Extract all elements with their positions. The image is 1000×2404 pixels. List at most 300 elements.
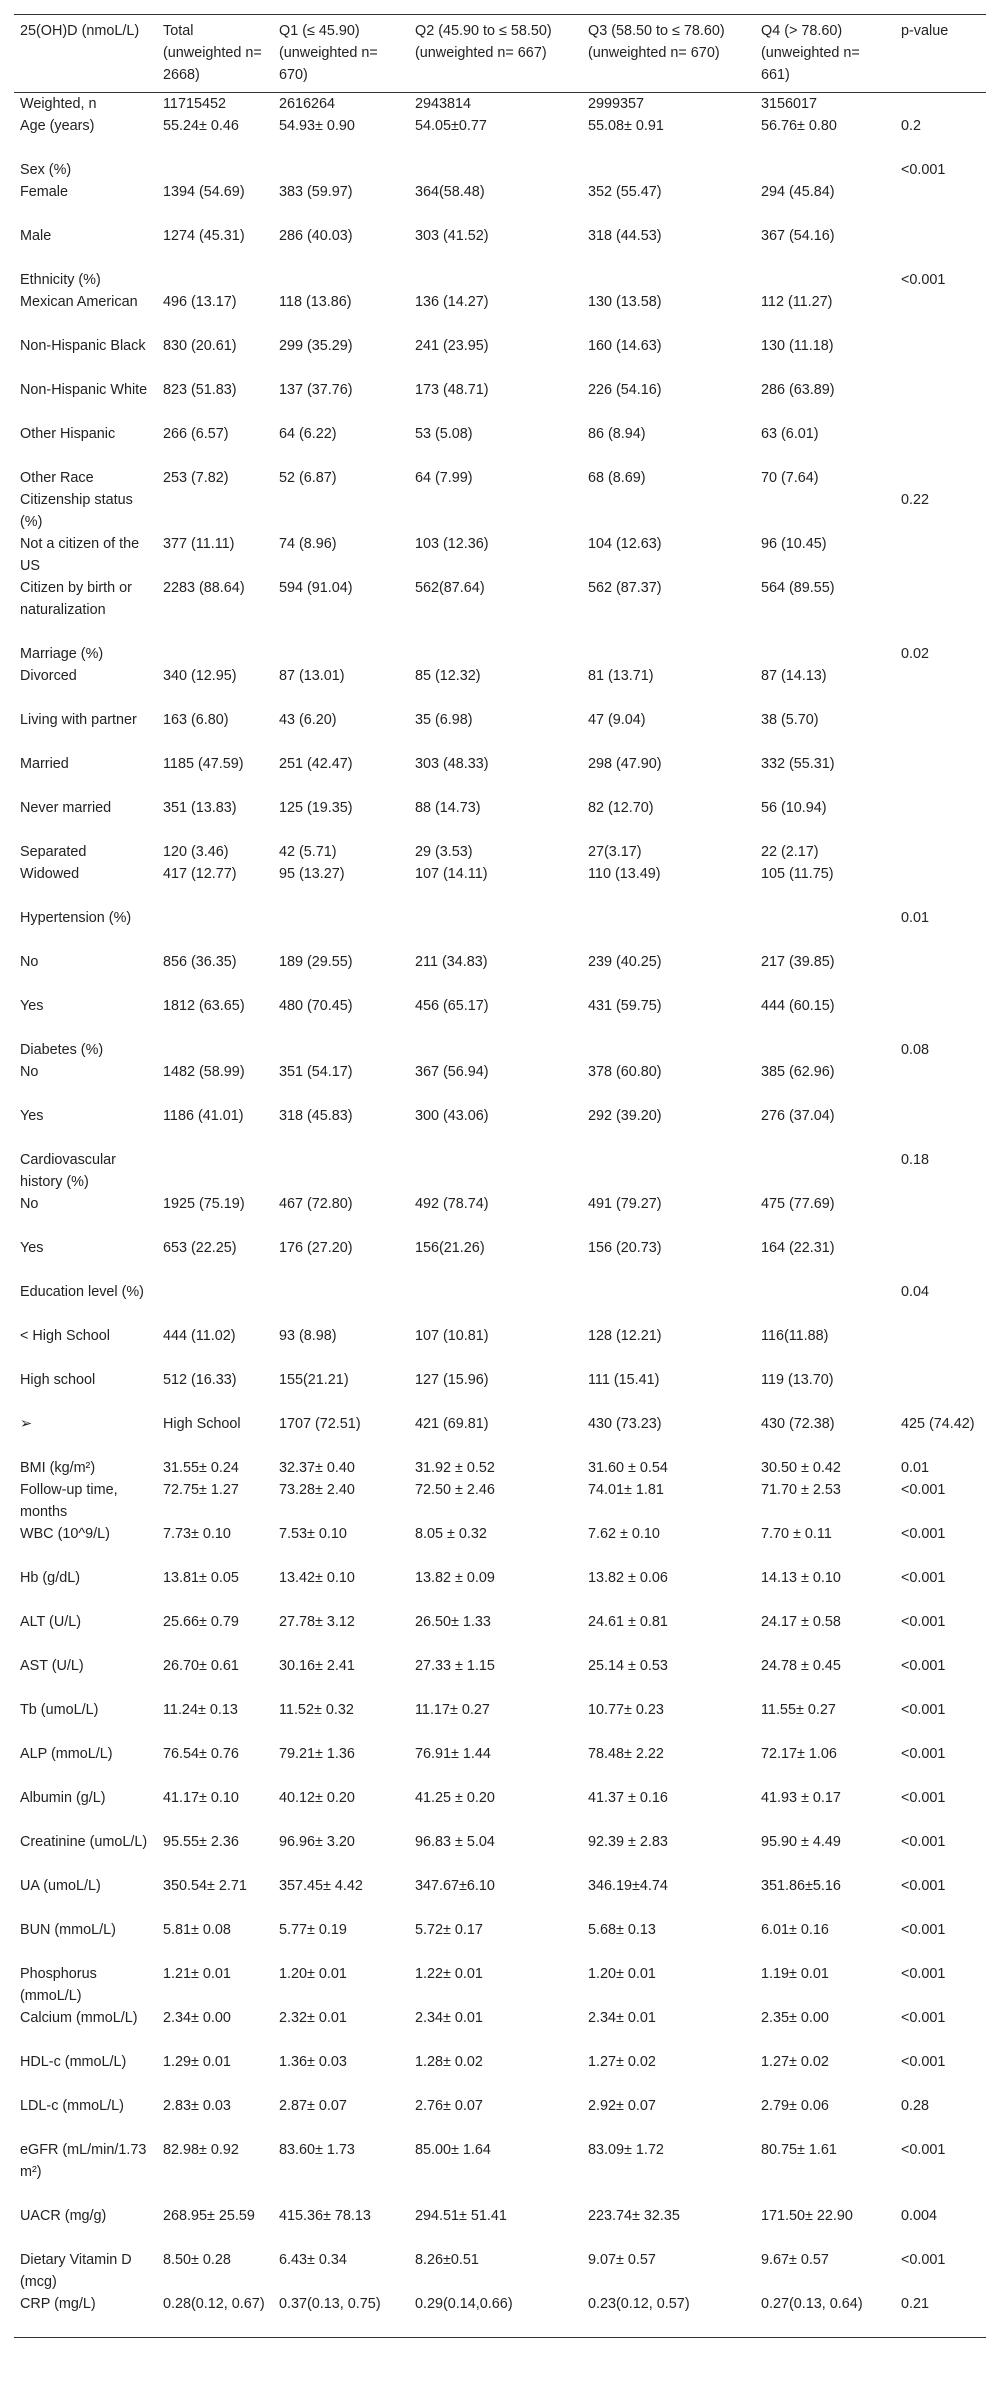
cell-q4: 351.86±5.16 bbox=[761, 1878, 841, 1894]
cell-p-value bbox=[895, 1061, 986, 1105]
cell-q2: 2943814 bbox=[415, 96, 472, 112]
cell-q1: 176 (27.20) bbox=[279, 1240, 353, 1256]
cell-variable: Tb (umoL/L) bbox=[20, 1702, 99, 1718]
cell-q4: 56.76± 0.80 bbox=[761, 118, 837, 134]
cell-q3: 104 (12.63) bbox=[588, 536, 662, 552]
cell-q1: 42 (5.71) bbox=[279, 844, 337, 860]
cell-total: 2.34± 0.00 bbox=[163, 2010, 231, 2026]
cell-p-value bbox=[895, 335, 986, 379]
cell-q1 bbox=[273, 1149, 409, 1193]
cell-q3: 562 (87.37) bbox=[588, 580, 662, 596]
table-row bbox=[14, 1105, 986, 1149]
cell-q3: 68 (8.69) bbox=[588, 470, 646, 486]
cell-q2: 0.29(0.14,0.66) bbox=[415, 2296, 513, 2312]
cell-q3: 10.77± 0.23 bbox=[588, 1702, 664, 1718]
cell-q4: 171.50± 22.90 bbox=[761, 2208, 853, 2224]
cell-p-value bbox=[895, 423, 986, 467]
cell-total: 253 (7.82) bbox=[163, 470, 229, 486]
cell-q4 bbox=[755, 1149, 895, 1193]
cell-total: 1812 (63.65) bbox=[163, 998, 245, 1014]
cell-q1 bbox=[273, 159, 409, 181]
cell-q3: 25.14 ± 0.53 bbox=[588, 1658, 668, 1674]
cell-p-value bbox=[895, 1369, 986, 1413]
cell-total: 11.24± 0.13 bbox=[163, 1702, 238, 1718]
cell-q4 bbox=[755, 269, 895, 291]
cell-q4: 72.17± 1.06 bbox=[761, 1746, 837, 1762]
table-body bbox=[14, 93, 986, 2338]
cell-q3: 92.39 ± 2.83 bbox=[588, 1834, 668, 1850]
cell-q1: 79.21± 1.36 bbox=[279, 1746, 355, 1762]
cell-q2: 54.05±0.77 bbox=[415, 118, 487, 134]
cell-q1: 155(21.21) bbox=[279, 1372, 349, 1388]
cell-q4: 164 (22.31) bbox=[761, 1240, 835, 1256]
cell-variable: Living with partner bbox=[20, 712, 137, 728]
cell-q2: 241 (23.95) bbox=[415, 338, 489, 354]
cell-q2 bbox=[409, 1039, 582, 1061]
cell-total: 351 (13.83) bbox=[163, 800, 237, 816]
cell-q1: 40.12± 0.20 bbox=[279, 1790, 355, 1806]
table-row bbox=[14, 489, 986, 533]
cell-total: 31.55± 0.24 bbox=[163, 1460, 239, 1476]
cell-p-value bbox=[895, 533, 986, 577]
cell-total: 377 (11.11) bbox=[163, 536, 235, 552]
cell-total bbox=[157, 1039, 273, 1061]
cell-p-value bbox=[895, 291, 986, 335]
cell-total: 120 (3.46) bbox=[163, 844, 229, 860]
cell-q1: 357.45± 4.42 bbox=[279, 1878, 363, 1894]
cell-total: High School bbox=[163, 1416, 241, 1432]
cell-variable: AST (U/L) bbox=[20, 1658, 84, 1674]
cell-q3: 55.08± 0.91 bbox=[588, 118, 664, 134]
cell-q4: 385 (62.96) bbox=[761, 1064, 835, 1080]
cell-q2: 107 (14.11) bbox=[415, 866, 488, 882]
cell-p-value bbox=[895, 577, 986, 643]
cell-variable: ALT (U/L) bbox=[20, 1614, 82, 1630]
cell-q4: 24.78 ± 0.45 bbox=[761, 1658, 841, 1674]
cell-variable: Separated bbox=[20, 844, 87, 860]
cell-total bbox=[157, 907, 273, 951]
cell-total: 1274 (45.31) bbox=[163, 228, 245, 244]
cell-q4: 63 (6.01) bbox=[761, 426, 819, 442]
cell-variable: Yes bbox=[20, 998, 44, 1014]
table-row bbox=[14, 115, 986, 159]
cell-q1: 95 (13.27) bbox=[279, 866, 345, 882]
cell-q3: 82 (12.70) bbox=[588, 800, 654, 816]
cell-variable: Calcium (mmoL/L) bbox=[20, 2010, 138, 2026]
cell-p-value: <0.001 bbox=[901, 1966, 946, 1982]
table-row bbox=[14, 1743, 986, 1787]
table-row bbox=[14, 1457, 986, 1479]
cell-q1: 5.77± 0.19 bbox=[279, 1922, 347, 1938]
cell-q1: 1.36± 0.03 bbox=[279, 2054, 347, 2070]
cell-q4: 11.55± 0.27 bbox=[761, 1702, 836, 1718]
table-row bbox=[14, 1699, 986, 1743]
cell-q1 bbox=[273, 1281, 409, 1325]
cell-variable: eGFR (mL/min/1.73 m²) bbox=[20, 2142, 147, 2180]
cell-q2: 2.76± 0.07 bbox=[415, 2098, 483, 2114]
cell-variable: Citizenship status (%) bbox=[20, 492, 133, 530]
cell-p-value: <0.001 bbox=[901, 1658, 946, 1674]
cell-p-value: 0.04 bbox=[901, 1284, 930, 1300]
cell-p-value: 0.18 bbox=[901, 1152, 930, 1168]
table-row bbox=[14, 1787, 986, 1831]
cell-q2 bbox=[409, 489, 582, 533]
cell-q1: 7.53± 0.10 bbox=[279, 1526, 347, 1542]
cell-p-value: <0.001 bbox=[901, 1570, 946, 1586]
table-row bbox=[14, 797, 986, 841]
cell-p-value bbox=[895, 181, 986, 225]
cell-q3 bbox=[582, 1281, 755, 1325]
cell-total: 856 (36.35) bbox=[163, 954, 237, 970]
cell-q3: 298 (47.90) bbox=[588, 756, 662, 772]
cell-variable: Married bbox=[20, 756, 69, 772]
table-row bbox=[14, 1193, 986, 1237]
cell-q4: 7.70 ± 0.11 bbox=[761, 1526, 832, 1542]
cell-variable: Mexican American bbox=[20, 294, 138, 310]
cell-q1: 96.96± 3.20 bbox=[279, 1834, 355, 1850]
cell-p-value: <0.001 bbox=[901, 1790, 946, 1806]
cell-total: 95.55± 2.36 bbox=[163, 1834, 239, 1850]
cell-q3: 31.60 ± 0.54 bbox=[588, 1460, 668, 1476]
table-row bbox=[14, 1875, 986, 1919]
table-container bbox=[14, 14, 986, 2338]
cell-q3 bbox=[582, 159, 755, 181]
cell-q1: 2.87± 0.07 bbox=[279, 2098, 347, 2114]
cell-q4: 2.79± 0.06 bbox=[761, 2098, 829, 2114]
cell-total: 1925 (75.19) bbox=[163, 1196, 245, 1212]
cell-q4: 0.27(0.13, 0.64) bbox=[761, 2296, 863, 2312]
cell-q3: 160 (14.63) bbox=[588, 338, 662, 354]
cell-q4: 130 (11.18) bbox=[761, 338, 834, 354]
cell-total: 340 (12.95) bbox=[163, 668, 237, 684]
cell-variable: Weighted, n bbox=[20, 96, 97, 112]
cell-q2: 27.33 ± 1.15 bbox=[415, 1658, 495, 1674]
cell-q4: 9.67± 0.57 bbox=[761, 2252, 829, 2268]
table-row bbox=[14, 1611, 986, 1655]
cell-q2: 562(87.64) bbox=[415, 580, 485, 596]
cell-q3 bbox=[582, 1149, 755, 1193]
cell-q1: 118 (13.86) bbox=[279, 294, 352, 310]
cell-q2: 13.82 ± 0.09 bbox=[415, 1570, 495, 1586]
cell-q4: 430 (72.38) bbox=[761, 1416, 835, 1432]
cell-variable: Sex (%) bbox=[20, 162, 72, 178]
cell-q4: 119 (13.70) bbox=[761, 1372, 834, 1388]
cell-q4: 87 (14.13) bbox=[761, 668, 827, 684]
cell-q3: 2.34± 0.01 bbox=[588, 2010, 656, 2026]
cell-variable: UA (umoL/L) bbox=[20, 1878, 101, 1894]
cell-q4 bbox=[755, 1281, 895, 1325]
table-row bbox=[14, 1369, 986, 1413]
cell-q4: 1.27± 0.02 bbox=[761, 2054, 829, 2070]
cell-variable: BUN (mmoL/L) bbox=[20, 1922, 116, 1938]
cell-p-value: <0.001 bbox=[901, 162, 946, 178]
cell-variable: No bbox=[20, 954, 39, 970]
cell-p-value bbox=[895, 225, 986, 269]
cell-q2: 8.05 ± 0.32 bbox=[415, 1526, 487, 1542]
cell-q2: 88 (14.73) bbox=[415, 800, 481, 816]
cell-p-value bbox=[895, 863, 986, 907]
cell-q3: 128 (12.21) bbox=[588, 1328, 662, 1344]
cell-q2 bbox=[409, 269, 582, 291]
cell-variable: UACR (mg/g) bbox=[20, 2208, 107, 2224]
cell-q2: 303 (48.33) bbox=[415, 756, 489, 772]
cell-total: 417 (12.77) bbox=[163, 866, 237, 882]
cell-q1: 27.78± 3.12 bbox=[279, 1614, 355, 1630]
cell-q3: 86 (8.94) bbox=[588, 426, 646, 442]
cell-q3: 1.27± 0.02 bbox=[588, 2054, 656, 2070]
cell-q2: 2.34± 0.01 bbox=[415, 2010, 483, 2026]
header-p-value: p-value bbox=[901, 23, 949, 39]
cell-p-value: <0.001 bbox=[901, 2054, 946, 2070]
cell-q3: 352 (55.47) bbox=[588, 184, 662, 200]
cell-q3: 226 (54.16) bbox=[588, 382, 662, 398]
table-row bbox=[14, 643, 986, 665]
cell-q4: 112 (11.27) bbox=[761, 294, 833, 310]
cell-q4: 80.75± 1.61 bbox=[761, 2142, 837, 2158]
table-row bbox=[14, 2249, 986, 2293]
cell-q2: 127 (15.96) bbox=[415, 1372, 489, 1388]
cell-p-value: <0.001 bbox=[901, 1746, 946, 1762]
cell-q2: 107 (10.81) bbox=[415, 1328, 489, 1344]
cell-p-value: 0.01 bbox=[901, 910, 930, 926]
table-row bbox=[14, 159, 986, 181]
cell-q1: 467 (72.80) bbox=[279, 1196, 353, 1212]
table-row bbox=[14, 2293, 986, 2338]
cell-q2: 367 (56.94) bbox=[415, 1064, 489, 1080]
cell-variable: Creatinine (umoL/L) bbox=[20, 1834, 148, 1850]
cell-q4 bbox=[755, 643, 895, 665]
cell-q4: 367 (54.16) bbox=[761, 228, 835, 244]
cell-q2: 29 (3.53) bbox=[415, 844, 473, 860]
cell-p-value bbox=[895, 1105, 986, 1149]
cell-q4: 30.50 ± 0.42 bbox=[761, 1460, 841, 1476]
cell-total: 2.83± 0.03 bbox=[163, 2098, 231, 2114]
cell-q2: 35 (6.98) bbox=[415, 712, 473, 728]
cell-p-value: 0.28 bbox=[901, 2098, 930, 2114]
cell-p-value bbox=[895, 1193, 986, 1237]
cell-p-value bbox=[895, 379, 986, 423]
cell-variable: ➢ bbox=[20, 1416, 33, 1432]
cell-p-value: <0.001 bbox=[901, 272, 946, 288]
cell-q3 bbox=[582, 489, 755, 533]
header-q1: Q1 (≤ 45.90) (unweighted n= 670) bbox=[279, 23, 378, 83]
cell-p-value: <0.001 bbox=[901, 2252, 946, 2268]
table-row bbox=[14, 753, 986, 797]
table-row bbox=[14, 1281, 986, 1325]
cell-p-value: <0.001 bbox=[901, 1878, 946, 1894]
cell-q2: 347.67±6.10 bbox=[415, 1878, 495, 1894]
cell-q3: 346.19±4.74 bbox=[588, 1878, 668, 1894]
cell-p-value bbox=[895, 709, 986, 753]
cell-p-value: <0.001 bbox=[901, 2142, 946, 2158]
cell-total bbox=[157, 1281, 273, 1325]
cell-q4: 116(11.88) bbox=[761, 1328, 829, 1344]
table-row bbox=[14, 291, 986, 335]
table-row bbox=[14, 2205, 986, 2249]
cell-variable: Divorced bbox=[20, 668, 77, 684]
cell-p-value: 0.08 bbox=[901, 1042, 930, 1058]
cell-variable: Hypertension (%) bbox=[20, 910, 132, 926]
cell-variable: Widowed bbox=[20, 866, 80, 882]
cell-q4: 332 (55.31) bbox=[761, 756, 835, 772]
cell-total: 41.17± 0.10 bbox=[163, 1790, 239, 1806]
cell-q1 bbox=[273, 907, 409, 951]
cell-q2: 41.25 ± 0.20 bbox=[415, 1790, 495, 1806]
cell-total bbox=[157, 643, 273, 665]
cell-q1 bbox=[273, 269, 409, 291]
cell-q2 bbox=[409, 159, 582, 181]
cell-variable: Follow-up time, months bbox=[20, 1482, 118, 1520]
table-row bbox=[14, 1413, 986, 1457]
cell-q1: 594 (91.04) bbox=[279, 580, 353, 596]
header-variable: 25(OH)D (nmoL/L) bbox=[20, 23, 140, 39]
table-row bbox=[14, 181, 986, 225]
cell-variable: BMI (kg/m²) bbox=[20, 1460, 96, 1476]
cell-variable: < High School bbox=[20, 1328, 110, 1344]
cell-p-value: 0.01 bbox=[901, 1460, 930, 1476]
cell-q2: 1.28± 0.02 bbox=[415, 2054, 483, 2070]
table-row bbox=[14, 665, 986, 709]
cell-variable: WBC (10^9/L) bbox=[20, 1526, 110, 1542]
cell-q2: 456 (65.17) bbox=[415, 998, 489, 1014]
cell-q1: 0.37(0.13, 0.75) bbox=[279, 2296, 381, 2312]
cell-q2: 294.51± 51.41 bbox=[415, 2208, 507, 2224]
cell-p-value bbox=[895, 841, 986, 863]
cell-p-value bbox=[895, 797, 986, 841]
cell-total: 1482 (58.99) bbox=[163, 1064, 245, 1080]
cell-q4 bbox=[755, 159, 895, 181]
cell-variable: Marriage (%) bbox=[20, 646, 104, 662]
cell-q2: 103 (12.36) bbox=[415, 536, 489, 552]
cell-q2: 85.00± 1.64 bbox=[415, 2142, 491, 2158]
cell-q1: 30.16± 2.41 bbox=[279, 1658, 355, 1674]
table-row bbox=[14, 1831, 986, 1875]
cell-q2: 31.92 ± 0.52 bbox=[415, 1460, 495, 1476]
cell-q2: 64 (7.99) bbox=[415, 470, 473, 486]
table-row bbox=[14, 995, 986, 1039]
cell-q2 bbox=[409, 643, 582, 665]
cell-total: 1.21± 0.01 bbox=[163, 1966, 231, 1982]
cell-q3: 223.74± 32.35 bbox=[588, 2208, 680, 2224]
cell-q2: 5.72± 0.17 bbox=[415, 1922, 483, 1938]
table-row bbox=[14, 533, 986, 577]
cell-q3: 239 (40.25) bbox=[588, 954, 662, 970]
cell-p-value: 0.02 bbox=[901, 646, 930, 662]
cell-p-value: 0.21 bbox=[901, 2296, 930, 2312]
table-row bbox=[14, 1149, 986, 1193]
cell-q2 bbox=[409, 1281, 582, 1325]
cell-variable: ALP (mmoL/L) bbox=[20, 1746, 113, 1762]
cell-total: 823 (51.83) bbox=[163, 382, 237, 398]
table-row bbox=[14, 269, 986, 291]
cell-q2: 85 (12.32) bbox=[415, 668, 481, 684]
cell-variable: No bbox=[20, 1064, 39, 1080]
table-row bbox=[14, 1655, 986, 1699]
cell-q4: 3156017 bbox=[761, 96, 818, 112]
cell-total: 268.95± 25.59 bbox=[163, 2208, 255, 2224]
cell-q3 bbox=[582, 269, 755, 291]
table-row bbox=[14, 1039, 986, 1061]
cell-total: 1394 (54.69) bbox=[163, 184, 245, 200]
cell-total: 82.98± 0.92 bbox=[163, 2142, 239, 2158]
cell-p-value bbox=[895, 665, 986, 709]
cell-q3: 41.37 ± 0.16 bbox=[588, 1790, 668, 1806]
cell-q4: 95.90 ± 4.49 bbox=[761, 1834, 841, 1850]
cell-q4: 24.17 ± 0.58 bbox=[761, 1614, 841, 1630]
table-row bbox=[14, 951, 986, 995]
table-row bbox=[14, 1237, 986, 1281]
cell-q4: 38 (5.70) bbox=[761, 712, 819, 728]
cell-q3: 491 (79.27) bbox=[588, 1196, 662, 1212]
cell-total: 653 (22.25) bbox=[163, 1240, 237, 1256]
cell-q1: 52 (6.87) bbox=[279, 470, 337, 486]
cell-q2: 26.50± 1.33 bbox=[415, 1614, 491, 1630]
cell-total: 11715452 bbox=[163, 96, 226, 112]
table-row bbox=[14, 2095, 986, 2139]
cell-q1: 13.42± 0.10 bbox=[279, 1570, 355, 1586]
cell-p-value: <0.001 bbox=[901, 1834, 946, 1850]
cell-q3: 27(3.17) bbox=[588, 844, 642, 860]
cell-q3: 47 (9.04) bbox=[588, 712, 646, 728]
cell-p-value: <0.001 bbox=[901, 1922, 946, 1938]
cell-q1: 2616264 bbox=[279, 96, 336, 112]
cell-total: 26.70± 0.61 bbox=[163, 1658, 239, 1674]
table-row bbox=[14, 2139, 986, 2205]
cell-variable: Albumin (g/L) bbox=[20, 1790, 106, 1806]
table-row bbox=[14, 577, 986, 643]
table-row bbox=[14, 1919, 986, 1963]
cell-q1: 43 (6.20) bbox=[279, 712, 337, 728]
cell-q3: 7.62 ± 0.10 bbox=[588, 1526, 660, 1542]
cell-total: 1186 (41.01) bbox=[163, 1108, 244, 1124]
cell-q2: 364(58.48) bbox=[415, 184, 485, 200]
cell-total: 1.29± 0.01 bbox=[163, 2054, 231, 2070]
cell-q3: 0.23(0.12, 0.57) bbox=[588, 2296, 690, 2312]
cell-variable: Ethnicity (%) bbox=[20, 272, 101, 288]
cell-p-value bbox=[895, 951, 986, 995]
cell-q1 bbox=[273, 1039, 409, 1061]
table-row bbox=[14, 1567, 986, 1611]
cell-q4: 217 (39.85) bbox=[761, 954, 835, 970]
cell-q3: 111 (15.41) bbox=[588, 1372, 660, 1388]
cell-total: 444 (11.02) bbox=[163, 1328, 236, 1344]
cell-total: 55.24± 0.46 bbox=[163, 118, 239, 134]
cell-q3: 5.68± 0.13 bbox=[588, 1922, 656, 1938]
table-row bbox=[14, 379, 986, 423]
cell-variable: Cardiovascular history (%) bbox=[20, 1152, 116, 1190]
cell-p-value: <0.001 bbox=[901, 1526, 946, 1542]
cell-variable: Other Hispanic bbox=[20, 426, 116, 442]
cell-p-value: <0.001 bbox=[901, 2010, 946, 2026]
cell-variable: Yes bbox=[20, 1240, 44, 1256]
cell-p-value bbox=[895, 995, 986, 1039]
cell-total: 830 (20.61) bbox=[163, 338, 237, 354]
cell-q2: 136 (14.27) bbox=[415, 294, 489, 310]
cell-variable: Non-Hispanic White bbox=[20, 382, 148, 398]
cell-q1: 189 (29.55) bbox=[279, 954, 353, 970]
cell-p-value bbox=[895, 753, 986, 797]
cell-variable: Age (years) bbox=[20, 118, 95, 134]
header-q3: Q3 (58.50 to ≤ 78.60) (unweighted n= 670) bbox=[588, 23, 725, 61]
table-row bbox=[14, 863, 986, 907]
cell-q2: 421 (69.81) bbox=[415, 1416, 489, 1432]
cell-q3: 1.20± 0.01 bbox=[588, 1966, 656, 1982]
table-row bbox=[14, 841, 986, 863]
table-row bbox=[14, 907, 986, 951]
cell-p-value: <0.001 bbox=[901, 1702, 946, 1718]
cell-q1 bbox=[273, 643, 409, 665]
cell-q3: 78.48± 2.22 bbox=[588, 1746, 664, 1762]
